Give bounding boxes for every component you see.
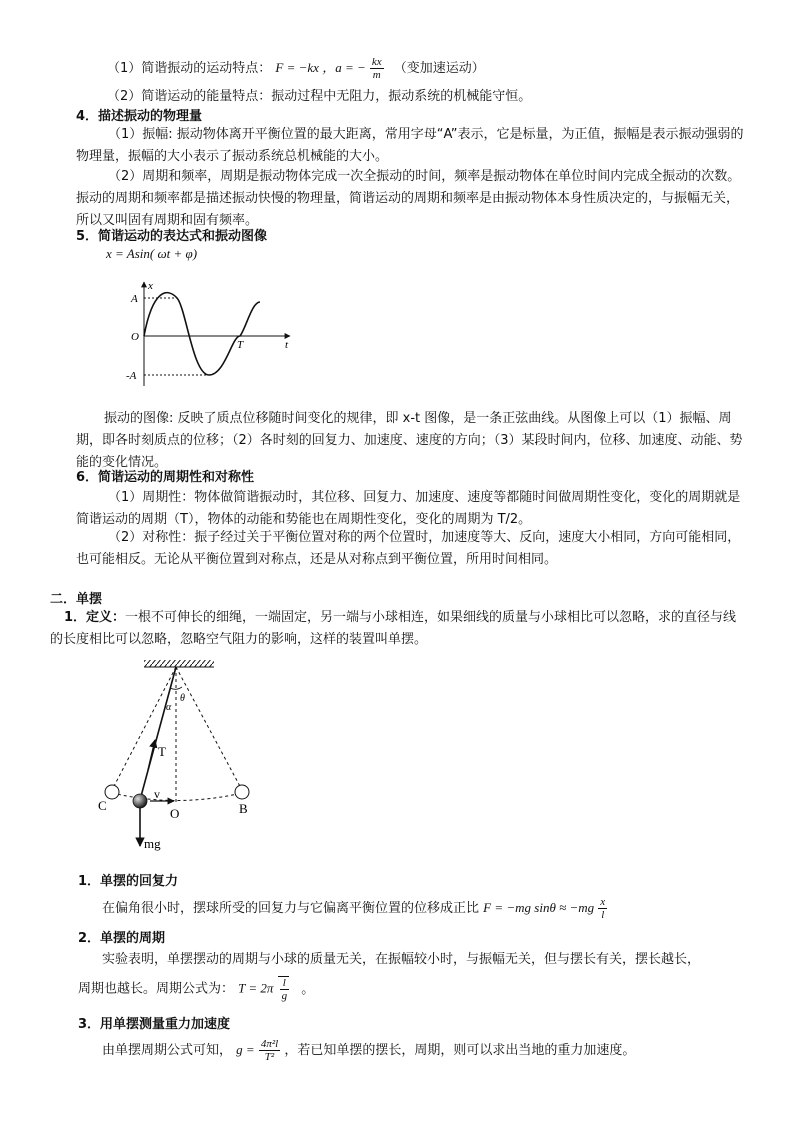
sqrt-radical [278, 976, 290, 1002]
graph-label-T: T [237, 339, 244, 351]
gravity-text-pre: 由单摆周期公式可知， [102, 1043, 233, 1058]
definition-label: 1．定义： [64, 610, 126, 625]
graph-label-negA: -A [126, 370, 137, 382]
pendulum-point-O: O [170, 806, 180, 821]
pendulum-diagram [92, 658, 262, 858]
period-text-line1: 实验表明，单摆摆动的周期与小球的质量无关，在振幅较小时，与振幅无关，但与摆长有关，摆长越长， [102, 952, 701, 967]
sec3-item2: （2）简谐运动的能量特点：振动过程中无阻力，振动系统的机械能守恒。 [107, 89, 532, 104]
fraction-numerator: 4π²l [260, 1038, 279, 1050]
sec3-item1-formula: F = −kx ，a = − [275, 60, 366, 75]
sine-wave-graph [120, 278, 300, 390]
sec6-paragraph-2: （2）对称性：振子经过关于平衡位置对称的两个位置时，加速度等大、反向，速度大小相同，方向可能相同，也可能相反。无论从平衡位置到对称点，还是从对称点到平衡位置，所用时间相同。 [76, 530, 741, 567]
gravity-formula: g = [236, 1042, 255, 1057]
period-fraction [280, 977, 290, 1002]
period-heading: 2．单摆的周期 [78, 931, 166, 946]
pendulum-tension-label: T [158, 744, 166, 759]
sec5-description: 振动的图像: 反映了质点位移随时间变化的规律，即 x-t 图像，是一条正弦曲线。从图像上可以（1）振幅、周期，即各时刻质点的位移；（2）各时刻的回复力、加速度、速度的方向；（3）某段时间内，位移、加速度、动能、势能的变化情况。 [76, 411, 743, 470]
period-sentence: 周期也越长。周期公式为： [78, 981, 235, 997]
pendulum-weight-label: mg [144, 836, 161, 851]
fraction-denominator: g [281, 990, 288, 1002]
restoring-force-sentence: 在偏角很小时，摆球所受的回复力与它偏离平衡位置的位移成正比 [102, 901, 480, 916]
pendulum-theta-label: θ [180, 693, 185, 704]
restoring-force-formula: F = −mg sinθ ≈ −mg [483, 900, 595, 915]
period-end: 。 [301, 981, 315, 997]
restoring-force-fraction [598, 896, 607, 921]
graph-x-axis-label: x [148, 280, 153, 292]
gravity-text [102, 1038, 635, 1063]
sec3-item1-note: （变加速运动） [393, 61, 485, 76]
restoring-force-text [102, 896, 607, 921]
gravity-fraction [259, 1038, 280, 1063]
part2-definition [50, 607, 744, 651]
gravity-text-post: ，若已知单摆的摆长，周期，则可以求出当地的重力加速度。 [284, 1043, 636, 1058]
gravity-heading: 3．用单摆测量重力加速度 [78, 1017, 231, 1032]
sec6-heading: 6．简谐运动的周期性和对称性 [76, 470, 255, 485]
sec6-paragraph-1: （1）周期性：物体做简谐振动时，其位移、回复力、加速度、速度等都随时间做周期性变化，变化的周期就是简谐运动的周期（T），物体的动能和势能也在周期性变化，变化的周期为 T/2。 [76, 490, 741, 527]
fraction-numerator: kx [371, 56, 382, 68]
definition-text: 一根不可伸长的细绳，一端固定，另一端与小球相连，如果细线的质量与小球相比可以忽略，求的直径与线的长度相比可以忽略，忽略空气阻力的影响，这样的装置叫单摆。 [50, 610, 737, 647]
graph-label-O: O [131, 331, 139, 343]
pendulum-point-B: B [239, 801, 248, 816]
pendulum-alpha-label: α [166, 702, 172, 713]
part2-heading: 二．单摆 [50, 592, 103, 607]
fraction-denominator: T² [264, 1051, 275, 1063]
period-formula: T = 2π [238, 980, 274, 996]
sec5-formula: x = Asin( ωt + φ) [106, 246, 198, 261]
restoring-force-heading: 1．单摆的回复力 [78, 874, 179, 889]
graph-label-A: A [131, 293, 138, 305]
fraction-numerator: x [600, 896, 606, 908]
graph-t-axis-label: t [285, 339, 289, 351]
sec4-heading: 4．描述振动的物理量 [76, 109, 203, 124]
sec5-heading: 5．简谐运动的表达式和振动图像 [76, 229, 268, 244]
fraction-numerator: l [280, 977, 290, 990]
sec3-item1-label: （1）简谐振动的运动特点： [107, 61, 272, 76]
sec3-item1 [107, 56, 485, 81]
sec3-item1-fraction [370, 56, 384, 81]
pendulum-velocity-label: v [154, 787, 160, 801]
fraction-denominator: l [601, 909, 605, 921]
sec4-paragraph-2: （2）周期和频率，周期是振动物体完成一次全振动的时间，频率是振动物体在单位时间内完成全振动的次数。振动的周期和频率都是描述振动快慢的物理量，简谐运动的周期和频率是由振动物体本身性质决定的，与振幅无关，所以又叫固有周期和固有频率。 [76, 169, 741, 228]
pendulum-point-C: C [98, 798, 107, 813]
fraction-denominator: m [372, 69, 381, 81]
period-text-line2 [78, 976, 314, 1002]
sec4-paragraph-1: （1）振幅: 振动物体离开平衡位置的最大距离，常用字母“A”表示，它是标量，为正值，振幅是表示振动强弱的物理量，振幅的大小表示了振动系统总机械能的大小。 [76, 127, 744, 164]
